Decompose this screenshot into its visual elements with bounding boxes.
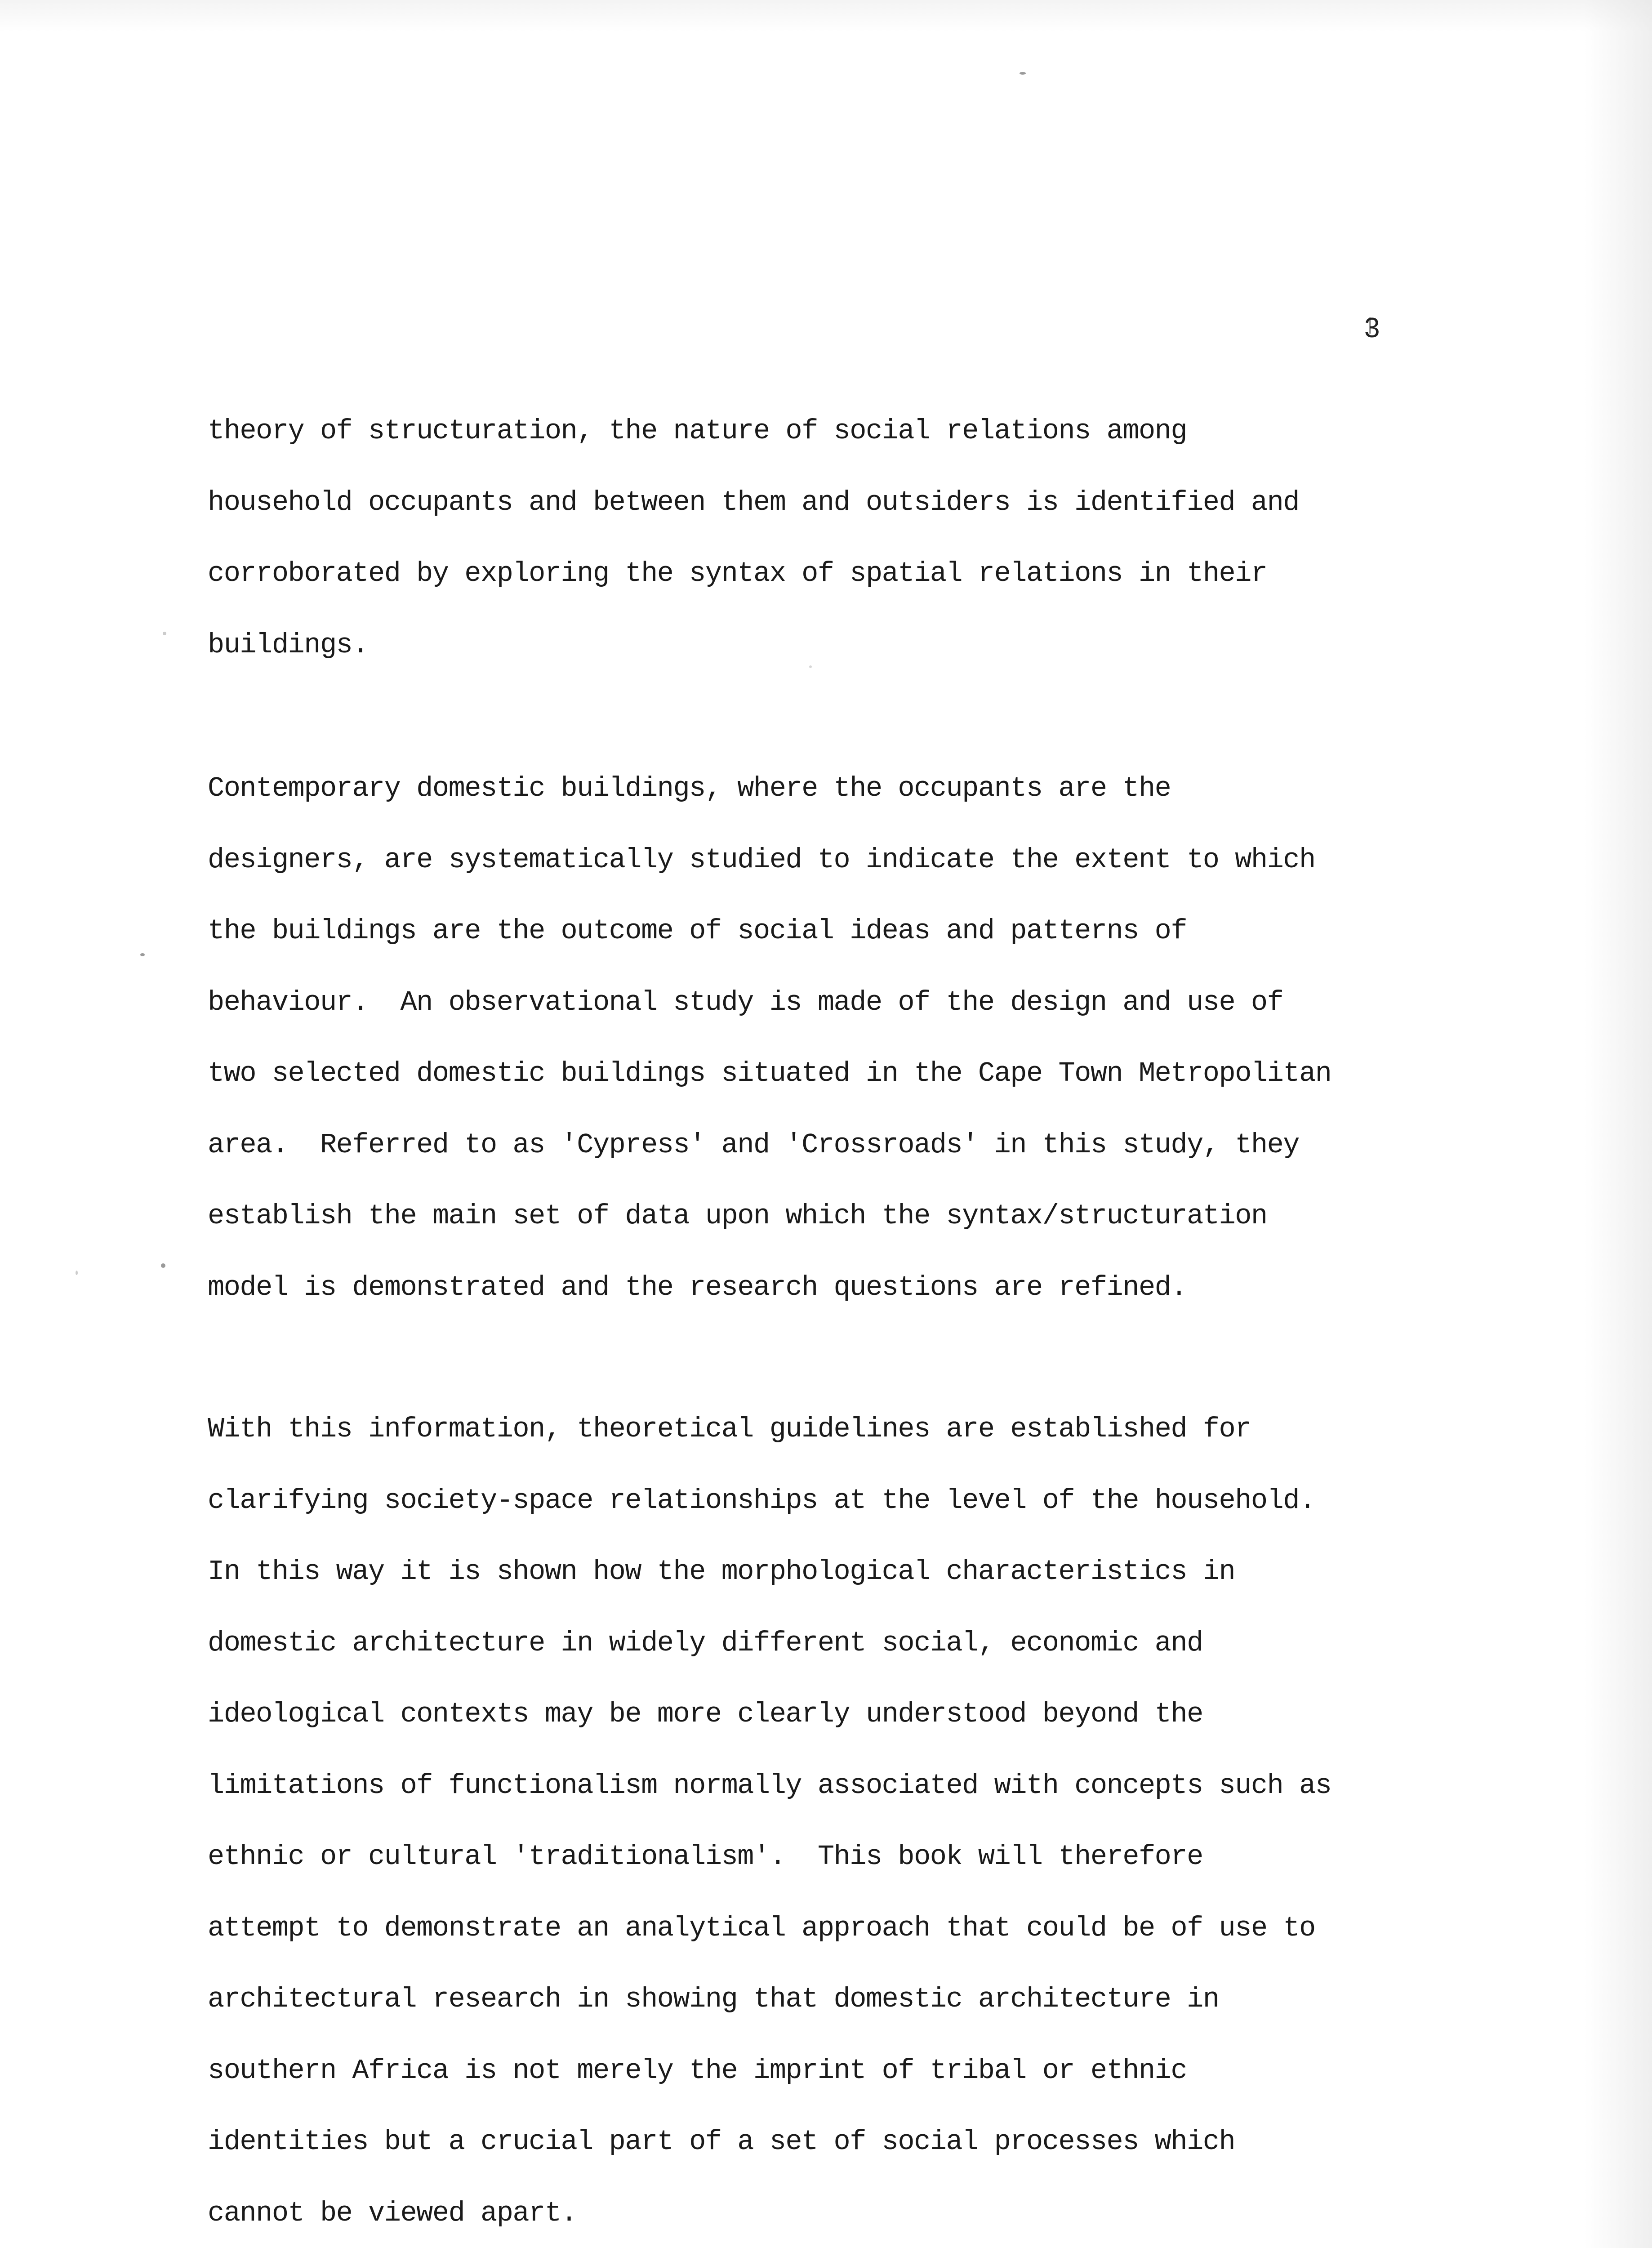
scan-speck (161, 1263, 165, 1268)
paragraph-line: With this information, theoretical guidelines are established for (208, 1413, 1251, 1445)
paragraph-line: ideological contexts may be more clearly understood beyond the (208, 1698, 1203, 1730)
paragraph-line: corroborated by exploring the syntax of spatial relations in their (208, 558, 1267, 589)
paragraph-line: cannot be viewed apart. (208, 2197, 577, 2229)
paragraph-line: In this way it is shown how the morphological characteristics in (208, 1556, 1235, 1588)
paragraph-1 (208, 396, 1448, 681)
paragraph-2 (208, 753, 1448, 1323)
paragraph-line: behaviour. An observational study is made of the design and use of (208, 986, 1283, 1018)
page-number: 3 (1364, 312, 1380, 343)
paragraph-line: architectural research in showing that domestic architecture in (208, 1983, 1219, 2015)
scan-speck (1020, 72, 1026, 75)
paragraph-line: attempt to demonstrate an analytical approach that could be of use to (208, 1912, 1315, 1944)
scan-speck (163, 632, 166, 635)
paragraph-line: ethnic or cultural 'traditionalism'. This book will therefore (208, 1841, 1203, 1873)
paragraph-line: limitations of functionalism normally associated with concepts such as (208, 1769, 1331, 1802)
paragraph-3 (208, 1394, 1448, 2248)
paragraph-line: two selected domestic buildings situated in the Cape Town Metropolitan (208, 1057, 1331, 1089)
paragraph-line: domestic architecture in widely different social, economic and (208, 1627, 1203, 1659)
paragraph-line: the buildings are the outcome of social ideas and patterns of (208, 915, 1187, 947)
paragraph-line: Contemporary domestic buildings, where the occupants are the (208, 772, 1171, 804)
paragraph-line: household occupants and between them and outsiders is identified and (208, 486, 1300, 518)
paragraph-line: clarifying society-space relationships at the level of the household. (208, 1484, 1315, 1517)
scan-speck (809, 665, 812, 668)
paragraph-line: southern Africa is not merely the imprint of tribal or ethnic (208, 2054, 1187, 2087)
scan-speck (140, 953, 145, 956)
paragraph-line: theory of structuration, the nature of social relations among (208, 415, 1187, 447)
scan-shading-top (0, 0, 1652, 31)
paragraph-line: buildings. (208, 629, 369, 661)
scan-shading-right (1585, 0, 1652, 2248)
scan-speck (76, 1271, 78, 1275)
paragraph-line: designers, are systematically studied to indicate the extent to which (208, 843, 1315, 876)
paragraph-line: establish the main set of data upon which the syntax/structuration (208, 1200, 1267, 1232)
paragraph-line: model is demonstrated and the research questions are refined. (208, 1271, 1187, 1303)
paragraph-line: area. Referred to as 'Cypress' and 'Crossroads' in this study, they (208, 1128, 1300, 1161)
paragraph-line: identities but a crucial part of a set of social processes which (208, 2126, 1235, 2158)
